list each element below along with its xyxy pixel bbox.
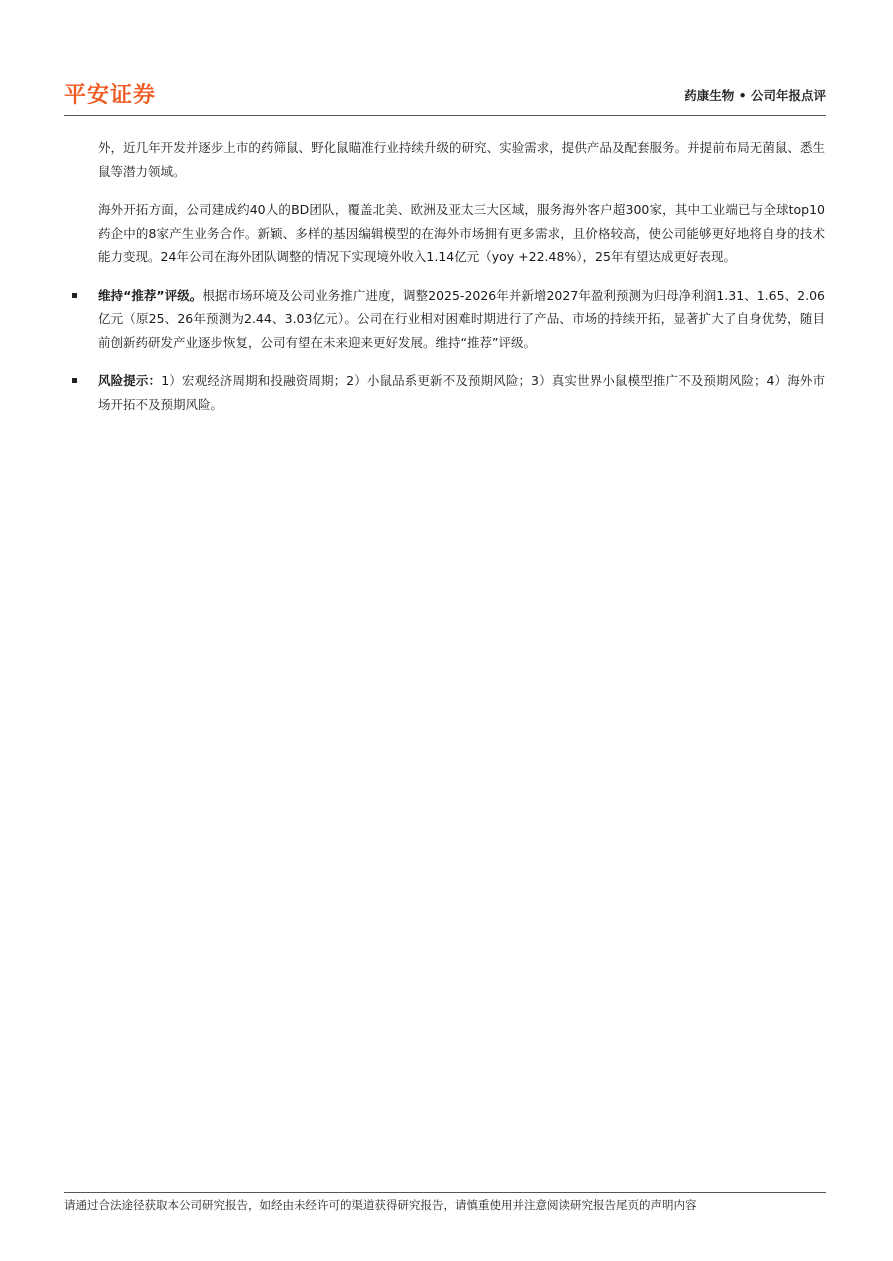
company-logo: 平安证券: [64, 83, 157, 108]
header-divider: [64, 115, 826, 116]
bullet-square-icon: [72, 378, 77, 383]
bullet-item-risk: [98, 369, 825, 416]
report-body: [98, 136, 825, 431]
bullet-text: 1）宏观经济周期和投融资周期；2）小鼠品系更新不及预期风险；3）真实世界小鼠模型推广不及预期风险；4）海外市场开拓不及预期风险。: [98, 373, 825, 412]
bullet-square-icon: [72, 293, 77, 298]
bullet-text: 根据市场环境及公司业务推广进度，调整2025-2026年并新增2027年盈利预测为归母净利润1.31、1.65、2.06亿元（原25、26年预测为2.44、3.03亿元）。公司在行业相对困难时期进行了产品、市场的持续开拓，显著扩大了自身优势，随目前创新药研发产业逐步恢复，公司有望在未来迎来更好发展。维持“推荐”评级。: [98, 287, 825, 350]
footer-disclaimer: 请通过合法途径获取本公司研究报告，如经由未经许可的渠道获得研究报告，请慎重使用并注意阅读研究报告尾页的声明内容: [64, 1198, 697, 1212]
bullet-item-rating: [98, 284, 825, 355]
bullet-lead: 风险提示：: [98, 373, 162, 388]
report-title: 药康生物 • 公司年报点评: [684, 88, 826, 103]
footer-divider: [64, 1192, 826, 1193]
page-header: [64, 78, 826, 116]
paragraph: 海外开拓方面，公司建成约40人的BD团队，覆盖北美、欧洲及亚太三大区域，服务海外客户超300家，其中工业端已与全球top10药企中的8家产生业务合作。新颖、多样的基因编辑模型的在海外市场拥有更多需求，且价格较高，使公司能够更好地将自身的技术能力变现。24年公司在海外团队调整的情况下实现境外收入1.14亿元（yoy +22.48%），25年有望达成更好表现。: [98, 202, 825, 264]
paragraph: 外，近几年开发并逐步上市的药筛鼠、野化鼠瞄准行业持续升级的研究、实验需求，提供产品及配套服务。并提前布局无菌鼠、悉生鼠等潜力领域。: [98, 140, 825, 179]
bullet-lead: 维持“推荐”评级。: [98, 287, 203, 303]
